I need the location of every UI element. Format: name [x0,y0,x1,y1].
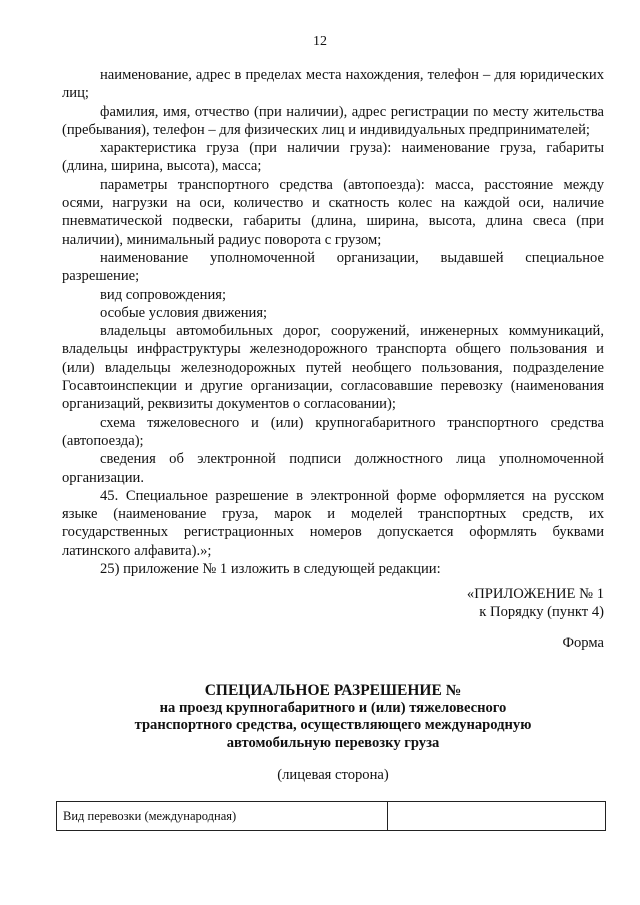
form-title [62,682,604,752]
paragraph-legal-entity: наименование, адрес в пределах места нахождения, телефон – для юридических лиц; [62,67,604,102]
form-title-line: на проезд крупногабаритного и (или) тяжеловесного [159,699,507,716]
appendix-reference: к Порядку (пункт 4) [479,604,604,621]
side-note: (лицевая сторона) [277,767,389,783]
paragraph-item-45: 45. Специальное разрешение в электронной форме оформляется на русском языке (наименование груза, марок и моделей транспортных средств, их государственных регистрационных номеров допускается оформлять буквами латинского алфавита).»; [62,487,604,559]
paragraph-conditions: особые условия движения; [100,304,268,321]
form-label: Форма [562,635,604,651]
paragraph-escort: вид сопровождения; [100,286,227,303]
paragraph-scheme: схема тяжеловесного и (или) крупногабаритного транспортного средства (автопоезда); [62,414,604,449]
paragraph-signature: сведения об электронной подписи должностного лица уполномоченной организации. [62,451,604,486]
form-title-line: транспортного средства, осуществляющего международную [134,717,532,734]
paragraph-road-owners: владельцы автомобильных дорог, сооружений, инженерных коммуникаций, владельцы инфраструктуры железнодорожного транспорта общего пользования и (или) владельцы железнодорожных путей необщего пользования, подразделение Госавтоинспекции и другие организации, согласовавшие перевозку (наименования организаций, реквизиты документов о согласовании); [62,323,604,413]
paragraph-cargo: характеристика груза (при наличии груза): наименование груза, габариты (длина, ширина, высота), масса; [62,140,604,175]
page-number: 12 [313,34,327,49]
paragraph-individual: фамилия, имя, отчество (при наличии), адрес регистрации по месту жительства (пребывания), телефон – для физических лиц и индивидуальных предпринимателей; [62,103,604,138]
form-title-line: автомобильную перевозку груза [226,734,440,751]
appendix-header [467,585,604,622]
paragraph-authorized-org: наименование уполномоченной организации, выдавшей специальное разрешение; [62,249,604,285]
table-cell-label: Вид перевозки (международная) [57,802,388,831]
appendix-title: «ПРИЛОЖЕНИЕ № 1 [466,586,604,602]
table-cell-value [388,802,606,831]
form-title-main: СПЕЦИАЛЬНОЕ РАЗРЕШЕНИЕ № [204,682,462,699]
table-row [57,802,606,831]
form-table [56,801,606,831]
body-text [62,66,604,578]
paragraph-vehicle-params: параметры транспортного средства (автопоезда): масса, расстояние между осями, нагрузки на оси, количество и скатность колес на каждой оси, наличие пневматической подвески, габариты (длина, ширина, высота, длина свеса (при наличии), минимальный радиус поворота с грузом; [62,176,604,248]
paragraph-item-25: 25) приложение № 1 изложить в следующей редакции: [100,561,441,578]
